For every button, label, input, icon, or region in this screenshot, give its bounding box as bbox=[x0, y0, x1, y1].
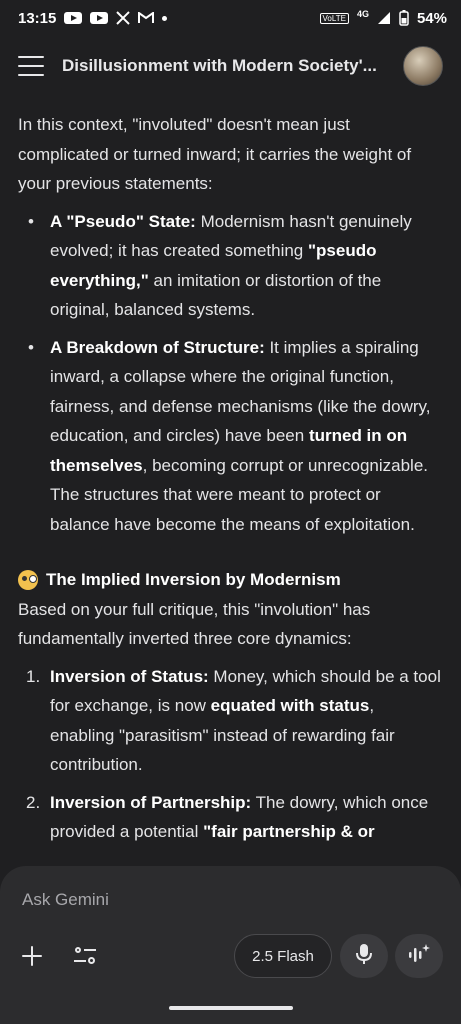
bullet-text: an imitation or distortion of the original, balanced systems. bbox=[50, 270, 382, 319]
plus-icon[interactable] bbox=[18, 942, 46, 970]
conversation-title[interactable]: Disillusionment with Modern Society'... bbox=[62, 56, 377, 75]
bullet-text: Modernism hasn't genuinely evolved; it has created something bbox=[50, 211, 412, 260]
menu-icon[interactable] bbox=[18, 56, 44, 76]
intro-paragraph: In this context, "involuted" doesn't mean just complicated or turned inward; it carries the weight of your previous statements: bbox=[18, 115, 412, 193]
bullet-bold: "pseudo everything," bbox=[50, 241, 377, 290]
bullet-lead: A "Pseudo" State: bbox=[50, 211, 196, 231]
composer-panel bbox=[0, 866, 461, 1024]
bullet-text: , becoming corrupt or unrecognizable. The structures that were meant to protect or balance have become the means of exploitation. bbox=[50, 455, 429, 534]
avatar[interactable] bbox=[403, 46, 443, 86]
numbered-list bbox=[18, 662, 443, 847]
youtube-icon bbox=[90, 12, 108, 24]
tools-icon[interactable] bbox=[74, 946, 96, 966]
list-item bbox=[18, 333, 443, 540]
bullet-lead: A Breakdown of Structure: bbox=[50, 337, 265, 357]
bullet-list bbox=[18, 207, 443, 540]
list-number: 1. bbox=[26, 666, 41, 686]
status-bar bbox=[0, 0, 461, 36]
numbered-bold: "fair partnership & or bbox=[203, 822, 375, 841]
list-item bbox=[18, 662, 443, 780]
list-item bbox=[18, 788, 443, 847]
volte-icon: VoLTE bbox=[320, 13, 349, 24]
list-item bbox=[18, 207, 443, 325]
live-icon bbox=[407, 943, 431, 970]
numbered-text: Money, which should be a tool for exchange, is now bbox=[50, 666, 441, 715]
response-content bbox=[0, 110, 461, 860]
numbered-lead: Inversion of Status: bbox=[50, 666, 209, 686]
gmail-icon bbox=[138, 12, 154, 24]
youtube-icon bbox=[64, 12, 82, 24]
notification-dot-icon bbox=[162, 16, 167, 21]
app-header bbox=[0, 38, 461, 94]
mic-icon bbox=[355, 943, 373, 970]
face-with-monocle-icon bbox=[18, 570, 38, 590]
signal-icon bbox=[377, 11, 391, 25]
x-icon bbox=[116, 11, 130, 25]
prompt-input[interactable]: Ask Gemini bbox=[22, 890, 109, 909]
mic-button[interactable] bbox=[340, 934, 388, 978]
bullet-text: It implies a spiraling inward, a collapse where the original function, fairness, and defense mechanisms (like the dowry, education, and circles) have been bbox=[50, 337, 431, 445]
list-number: 2. bbox=[26, 792, 41, 812]
section-title-text: The Implied Inversion by Modernism bbox=[46, 570, 341, 589]
bullet-bold: turned in on themselves bbox=[50, 426, 408, 475]
section-intro: Based on your full critique, this "involution" has fundamentally inverted three core dynamics: bbox=[18, 599, 371, 648]
battery-percent: 54% bbox=[416, 9, 447, 27]
status-time: 13:15 bbox=[18, 9, 57, 27]
model-selector-button[interactable]: 2.5 Flash bbox=[234, 934, 332, 978]
numbered-text: , enabling "parasitism" instead of rewarding fair contribution. bbox=[50, 696, 395, 774]
numbered-bold: equated with status bbox=[210, 696, 370, 715]
gesture-handle bbox=[169, 1006, 293, 1010]
network-type: 4G bbox=[356, 9, 369, 19]
live-button[interactable] bbox=[395, 934, 443, 978]
battery-icon bbox=[399, 10, 409, 26]
numbered-text: The dowry, which once provided a potential bbox=[50, 792, 429, 841]
numbered-lead: Inversion of Partnership: bbox=[50, 792, 252, 812]
section-heading bbox=[18, 565, 443, 595]
